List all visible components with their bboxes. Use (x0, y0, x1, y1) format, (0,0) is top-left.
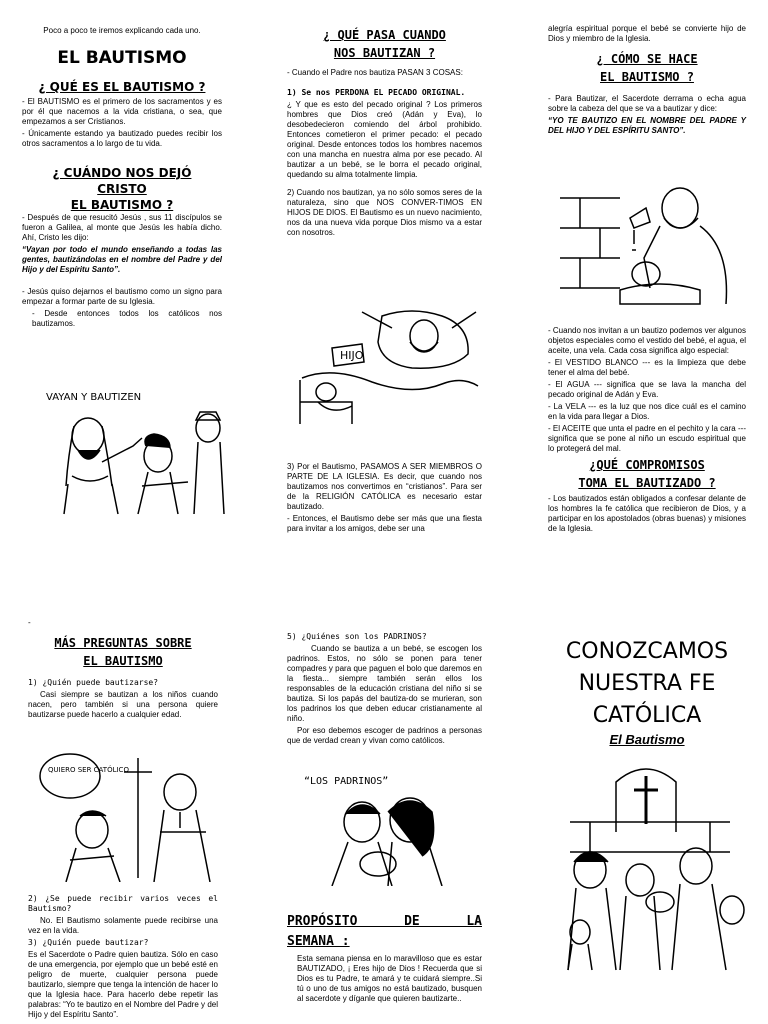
paragraph: 1) Se nos PERDONA EL PECADO ORIGINAL. (287, 88, 466, 97)
paragraph: - Los bautizados están obligados a confesar delante de los hombres la fe católica que recibieron de Dios, y a participar en los apostolados (obras buenas) y misiones de la Iglesia. (548, 494, 746, 533)
title-line: ¿ QUÉ PASA CUANDO (323, 28, 446, 42)
title-line: NOS BAUTIZAN ? (333, 46, 436, 60)
paragraph: 2) Cuando nos bautizan, ya no sólo somos seres de la naturaleza, sino que NOS CONVER-TIMOS EN HIJOS DE DIOS. El Bautismo es un nuevo nacimiento, nos da una nueva vida porque Dios mismo va a estar con nosotros. (287, 188, 482, 237)
illustration-god-baby (292, 306, 482, 430)
proposito-title (287, 912, 482, 952)
title-line: EL BAUTISMO ? (600, 70, 694, 84)
paragraph: - Para Bautizar, el Sacerdote derrama o echa agua sobre la cabeza del que se va a bautizar y dice: (548, 94, 746, 113)
paragraph: Esta semana piensa en lo maravilloso que es estar BAUTIZADO, ¡ Eres hijo de Dios ! Recuerda que si Dios es tu Padre, te amará y te cuidará siempre..Si tú o uno de tus amigos no está bautizado, busquen al sacerdote y díganle que quieren bautizarte.. (297, 954, 482, 1003)
cover-title-line: CONOZCAMOS (565, 639, 729, 664)
column-2 (287, 26, 482, 240)
column-3 (548, 24, 746, 138)
quote: “Vayan por todo el mundo enseñando a todas las gentes, bautizándolas en el nombre del Padre y del Hijo y del Espíritu Santo”. (22, 245, 222, 274)
section-title (548, 456, 746, 492)
paragraph: - Cuando nos invitan a un bautizo podemos ver algunos objetos especiales como el vestido del bebé, el agua, el aceite, una vela. Cada cosa significa algo especial: (548, 326, 746, 355)
paragraph: - Después de que resucitó Jesús , sus 11 discípulos se fueron a Galilea, al monte que Jesús les había dicho. Ahí, Cristo les dijo: (22, 213, 222, 242)
question-line: ¿ CUÁNDO NOS DEJÓ (52, 166, 192, 180)
question-line: CRISTO (97, 182, 147, 196)
paragraph: Casi siempre se bautizan a los niños cuando nacen, pero también si una persona quiere bautizarse puede hacerlo a cualquier edad. (28, 690, 218, 719)
paragraph: - El BAUTISMO es el primero de los sacramentos y es por él que nacemos a la vida cristiana, o sea, que empezamos a ser Cristianos. (22, 97, 222, 126)
paragraph: alegría espiritual porque el bebé se convierte hijo de Dios y miembro de la Iglesia. (548, 24, 746, 43)
illustration-padrinos (292, 766, 472, 886)
paragraph: - El ACEITE que unta el padre en el pechito y la cara --- significa que se pone al niño un escudo espiritual que lo protegerá del mal. (548, 424, 746, 453)
column-5 (287, 632, 482, 748)
title-line: MÁS PREGUNTAS SOBRE (54, 636, 192, 650)
illustration-quiero-ser-catolico (30, 752, 220, 882)
title-line: SEMANA : (287, 934, 350, 949)
cover-title-line: CATÓLICA (592, 703, 702, 728)
illus-caption: “LOS PADRINOS” (304, 776, 389, 787)
cover (548, 636, 746, 748)
paragraph: - Entonces, el Bautismo debe ser más que una fiesta para invitar a los amigos, debe ser una (287, 514, 482, 533)
title-line: ¿QUÉ COMPROMISOS (589, 458, 705, 472)
dash: - (28, 618, 31, 627)
question: 3) ¿Quién puede bautizar? (28, 938, 149, 947)
question-que-es: ¿ QUÉ ES EL BAUTISMO ? (38, 80, 206, 94)
question: 2) ¿Se puede recibir varios veces el Bautismo? (28, 894, 218, 913)
column-1 (22, 26, 222, 331)
section-title (548, 50, 746, 86)
cover-title (548, 636, 746, 732)
paragraph: - El AGUA --- significa que se lava la mancha del pecado original de Adán y Eva. (548, 380, 746, 399)
question-line: EL BAUTISMO ? (70, 198, 174, 212)
question: 5) ¿Quiénes son los PADRINOS? (287, 632, 427, 641)
title-line: EL BAUTISMO (83, 654, 163, 668)
illus-caption: VAYAN Y BAUTIZEN (46, 392, 142, 403)
column-4 (28, 618, 218, 722)
paragraph: - El VESTIDO BLANCO --- es la limpieza que debe tener el alma del bebé. (548, 358, 746, 377)
quote: “YO TE BAUTIZO EN EL NOMBRE DEL PADRE Y DEL HIJO Y DEL ESPÍRITU SANTO”. (548, 116, 746, 135)
cover-subtitle: El Bautismo (609, 732, 685, 747)
title-line: ¿ CÓMO SE HACE (596, 52, 698, 66)
paragraph: ¿ Y que es esto del pecado original ? Los primeros hombres que Dios creó (Adán y Eva), lo desobedecieron comiendo del árbol prohibido. Entonces cometieron el primer pecado: el pecado original. Desde entonces todos los hombres nacemos con una mancha en nuestra alma por ese pecado. Al bautizar a un bebé, se le borra el pecado original, quedando su alma totalmente limpia. (287, 100, 482, 179)
paragraph: - Desde entonces todos los católicos nos bautizamos. (32, 309, 222, 328)
illustration-priest-baptizing (560, 178, 740, 308)
paragraph: Por eso debemos escoger de padrinos a personas que de verdad crean y vivan como católicos. (287, 726, 482, 745)
paragraph: No. El Bautismo solamente puede recibirse una vez en la vida. (28, 916, 218, 935)
intro-text: Poco a poco te iremos explicando cada uno. (43, 26, 201, 35)
section-title (28, 634, 218, 670)
title-line: PROPÓSITO DE LA (287, 914, 482, 929)
paragraph: - Cuando el Padre nos bautiza PASAN 3 COSAS: (287, 68, 463, 77)
question: 1) ¿Quién puede bautizarse? (28, 678, 159, 687)
paragraph: - Jesús quiso dejarnos el bautismo como un signo para empezar a formar parte de su Iglesia. (22, 287, 222, 306)
question-cuando (22, 165, 222, 213)
main-title: EL BAUTISMO (57, 48, 187, 68)
paragraph: - Únicamente estando ya bautizado puedes recibir los otros sacramentos a lo largo de tu vida. (22, 129, 222, 148)
column-4-bottom (28, 894, 218, 1022)
paragraph: 3) Por el Bautismo, PASAMOS A SER MIEMBROS O PARTE DE LA IGLESIA. Es decir, que cuando nos bautizamos nos convertimos en “cristianos”. Para ser de la RELIGIÓN CATÓLICA es necesario estar bautizado. (287, 462, 482, 511)
paragraph: Es el Sacerdote o Padre quien bautiza. Sólo en caso de una emergencia, por ejemplo que un bebé esté en peligro de muerte, cualquier persona puede bautizarlo, siempre que tenga la intención de hacer lo que la Iglesia hace. Para hacerlo debe repetir las palabras: “Yo te bautizo en el Nombre del Padre y del Hijo y del Espíritu Santo”. (28, 950, 218, 1019)
cover-title-line: NUESTRA FE (578, 671, 716, 696)
illus-caption: QUIERO SER CATÓLICO (48, 766, 129, 774)
paragraph: - La VELA --- es la luz que nos dice cuál es el camino en la vida para llegar a Dios. (548, 402, 746, 421)
section-title (287, 26, 482, 62)
illustration-baptism-church (550, 762, 750, 972)
title-line: TOMA EL BAUTIZADO ? (578, 476, 716, 490)
paragraph: Cuando se bautiza a un bebé, se escogen los padrinos. Estos, no sólo se ponen para tener compadres y para que paguen el bolo que daremos en la fiesta... siempre también serán ellos los responsables de la educación cristiana del niño si se bautiza. Si los papás del bautiza-do se murieran, son los padrinos los que deben educar cristianamente al niño. (287, 644, 482, 723)
illustration-jesus-disciples (38, 386, 228, 516)
illus-caption: HIJO (340, 349, 364, 362)
column-2-bottom (287, 462, 482, 536)
column-5-bottom (287, 912, 482, 1006)
column-3-bottom (548, 326, 746, 536)
